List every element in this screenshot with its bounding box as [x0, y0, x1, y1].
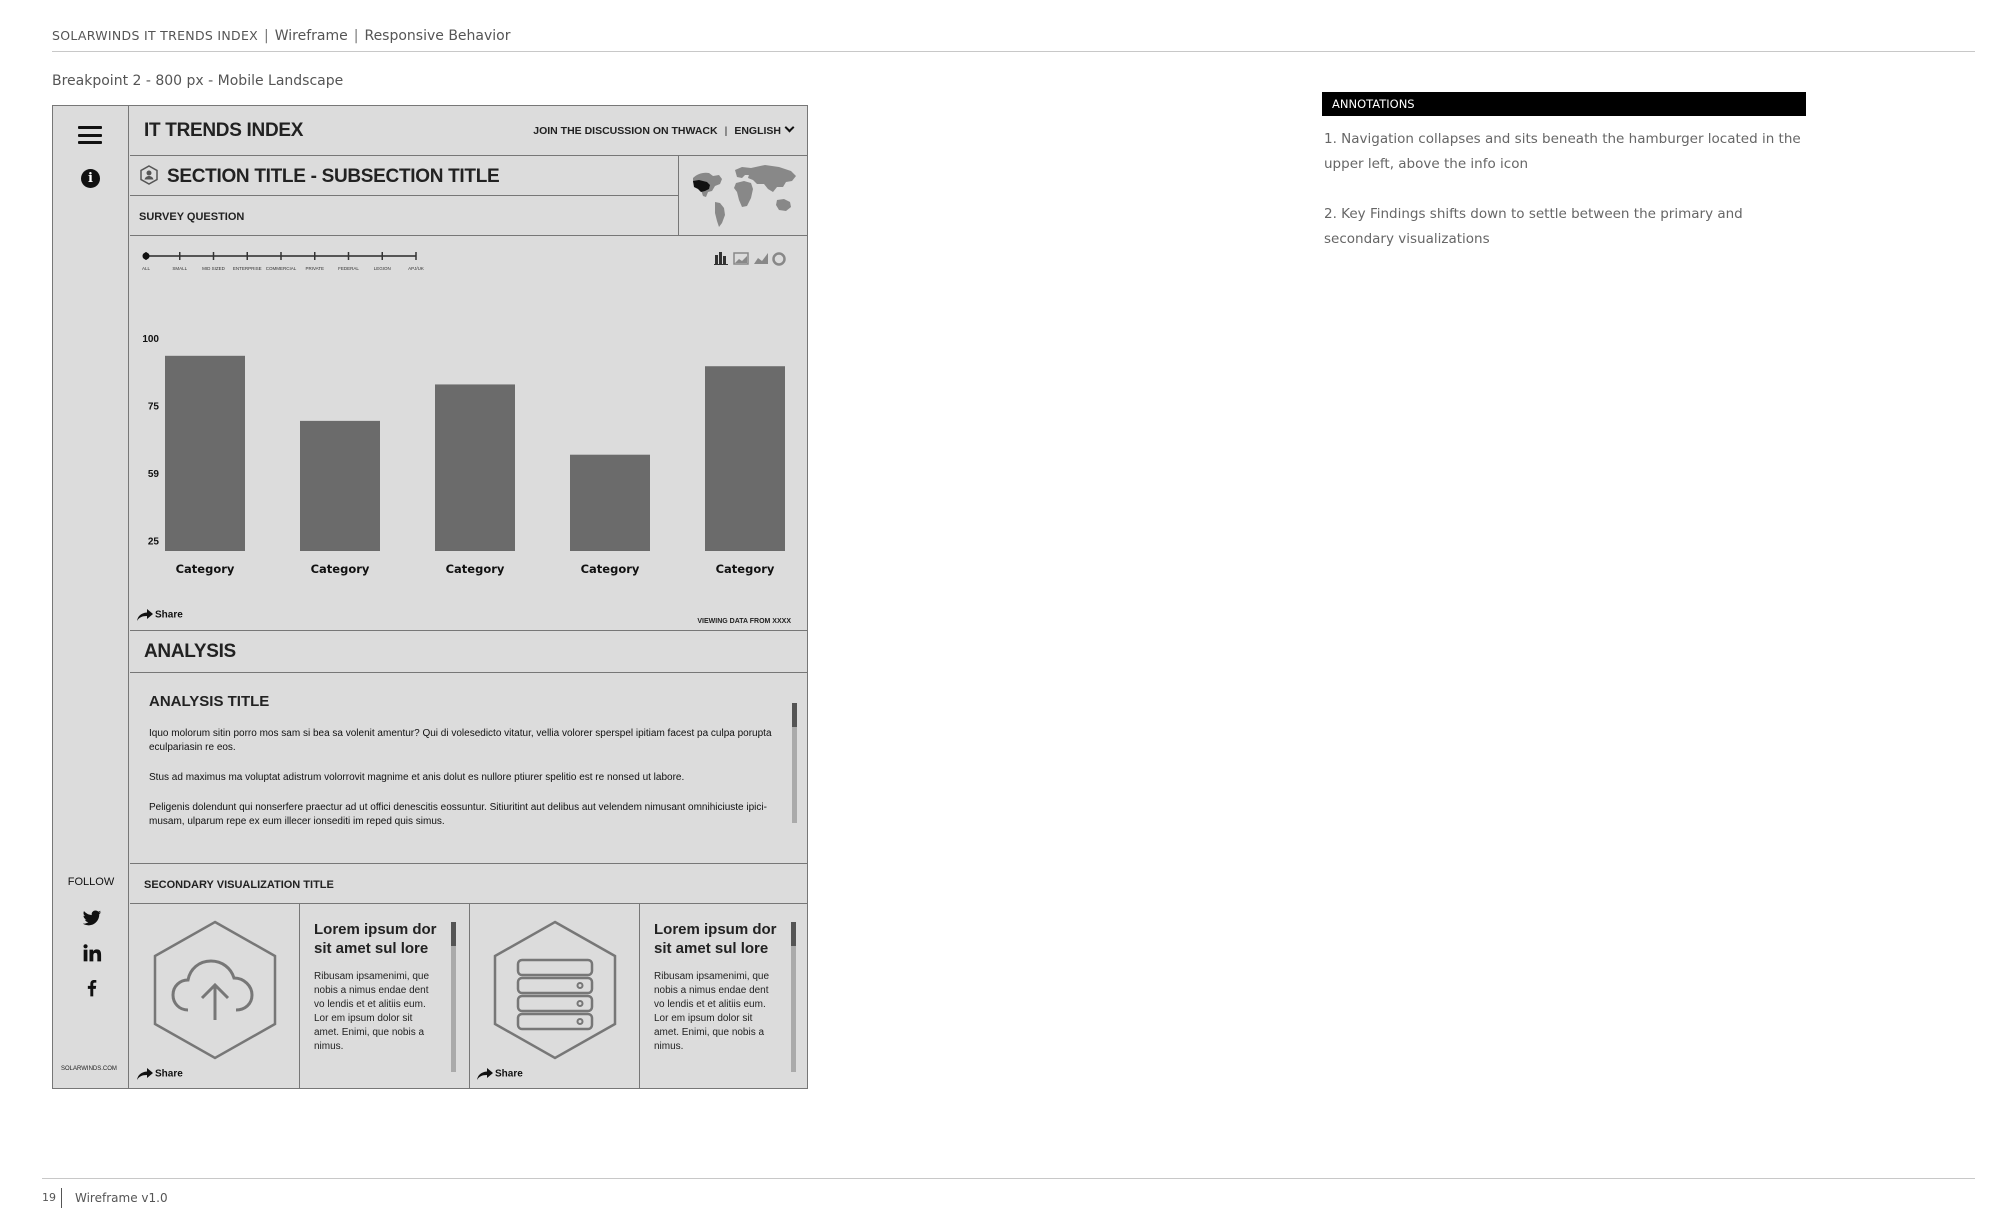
facebook-icon[interactable] [82, 978, 102, 998]
survey-question: SURVEY QUESTION [139, 211, 245, 223]
footer-divider [42, 1178, 1975, 1179]
analysis-header [130, 631, 807, 673]
wireframe-frame [52, 105, 808, 1089]
bar-chart-icon[interactable] [714, 252, 728, 265]
secondary-title: SECONDARY VISUALIZATION TITLE [144, 879, 334, 891]
language-selector[interactable] [734, 125, 793, 137]
chart-type-switcher [714, 252, 785, 265]
cloud-upload-icon [130, 912, 300, 1062]
bar[interactable] [570, 455, 650, 551]
annotation-item: 2. Key Findings shifts down to settle between the primary and secondary visualizations [1324, 206, 1743, 247]
join-discussion-link[interactable]: JOIN THE DISCUSSION ON THWACK [533, 125, 718, 137]
x-tick-label: Category [580, 562, 640, 576]
analysis-scroll-thumb[interactable] [792, 703, 797, 727]
filter-option[interactable]: ALL [141, 266, 151, 271]
card-body: Ribusam ipsamenimi, que nobis a nimus endae dent vo lendis et et alitiis eum. Lor em ipsum dolor sit amet. Enimi, que nobis a nimus. [654, 971, 770, 1052]
icon-bar [723, 256, 726, 264]
x-tick-label: Category [715, 562, 775, 576]
bar[interactable] [705, 366, 785, 551]
world-map-thumbnail[interactable] [679, 156, 807, 236]
app-title[interactable]: IT TRENDS INDEX [144, 120, 304, 141]
analysis-title: ANALYSIS TITLE [149, 693, 270, 710]
share-arrow-icon [477, 1068, 493, 1080]
filter-option[interactable]: MID SIZED [202, 266, 225, 271]
y-tick-label: 100 [142, 334, 159, 345]
share-arrow-icon [137, 1068, 153, 1080]
y-tick-label: 59 [147, 469, 159, 480]
breakpoint-label: Breakpoint 2 - 800 px - Mobile Landscape [52, 73, 344, 89]
bar-chart [130, 236, 807, 631]
bar[interactable] [435, 384, 515, 551]
info-icon[interactable]: i [81, 169, 100, 188]
card-scroll-thumb[interactable] [791, 922, 796, 946]
filter-option[interactable]: FEDERAL [338, 266, 359, 271]
filter-option[interactable]: COMMERCIAL [265, 266, 297, 271]
card-image [130, 904, 300, 1088]
icon-ring [774, 254, 785, 265]
viewing-data-label: VIEWING DATA FROM XXXX [697, 618, 791, 625]
icon-mountain [735, 256, 747, 263]
secondary-header [130, 864, 807, 904]
x-tick-label: Category [445, 562, 505, 576]
x-tick-label: Category [175, 562, 235, 576]
sidebar [53, 106, 129, 1088]
share-label: Share [155, 609, 183, 621]
document-header: SOLARWINDS IT TRENDS INDEX | Wireframe | Responsive Behavior [52, 28, 511, 44]
card-text [300, 904, 470, 1088]
share-button[interactable] [477, 1068, 523, 1080]
share-arrow-icon [137, 609, 153, 621]
share-button[interactable] [137, 609, 183, 621]
server-stack-icon [470, 912, 640, 1062]
document-version: Wireframe v1.0 [75, 1191, 168, 1205]
filter-option[interactable]: SMALL [172, 266, 188, 271]
y-tick-label: 75 [147, 401, 159, 413]
analysis-paragraph: Peligenis dolendunt qui nonserfere praectur ad ut offici denescitis eossuntur. Sitiuritint aut delibus aut velendem nimusant omnihiciuste ipici-musam, ulparum repe ex eum illecer ionsediti im reped quis simus. [149, 802, 767, 827]
filter-option[interactable]: PRIVATE [305, 266, 325, 271]
analysis-paragraph: Iquo molorum sitin porro mos sam si bea sa volenit amentur? Qui di volesedicto vitatur, vellia volorer sperspel ipitiam facest pa culpa porupta eculpariasin re eos. [149, 728, 772, 753]
top-links: JOIN THE DISCUSSION ON THWACK | ENGLISH [533, 125, 793, 137]
analysis-paragraph: Stus ad maximus ma voluptat adistrum volorrovit magnime et anis dolut es nullore ptiurer spelitio est re nonsed ut labore. [149, 772, 685, 783]
doc-brand: SOLARWINDS IT TRENDS INDEX [52, 28, 259, 43]
filter-option[interactable]: ENTERPRISE [232, 266, 262, 271]
main-content [130, 106, 807, 1088]
card-title: Lorem ipsum dor sit amet sul lore [654, 921, 777, 957]
section-hexagon-icon [139, 165, 159, 185]
annotations-header: ANNOTATIONS [1322, 92, 1806, 116]
share-button[interactable] [137, 1068, 183, 1080]
twitter-icon[interactable] [82, 908, 102, 928]
section-title: SECTION TITLE - SUBSECTION TITLE [167, 166, 500, 187]
page-number: 19 [42, 1191, 56, 1204]
analysis-label: ANALYSIS [144, 641, 236, 662]
y-axis [142, 334, 159, 548]
card-image [470, 904, 640, 1088]
header-divider [52, 51, 1975, 52]
section-header [130, 156, 679, 196]
icon-bar [719, 252, 722, 264]
filter-handle[interactable] [143, 253, 150, 260]
doc-subsection: Responsive Behavior [364, 28, 511, 44]
survey-question-row [130, 196, 679, 236]
card-scroll-thumb[interactable] [451, 922, 456, 946]
hamburger-menu-icon[interactable] [78, 126, 102, 144]
language-label: ENGLISH [734, 125, 781, 137]
x-axis [176, 562, 775, 576]
card-body: Ribusam ipsamenimi, que nobis a nimus endae dent vo lendis et et alitiis eum. Lor em ipsum dolor sit amet. Enimi, que nobis a nimus. [314, 971, 430, 1052]
chevron-down-icon [785, 123, 795, 133]
card-title: Lorem ipsum dor sit amet sul lore [314, 921, 437, 957]
bar-series [165, 356, 785, 551]
icon-bar [715, 255, 718, 264]
follow-label: FOLLOW [67, 876, 115, 888]
area-chart-icon[interactable] [754, 253, 768, 264]
footer-separator [61, 1188, 62, 1208]
world-map-icon [679, 156, 807, 236]
annotation-item: 1. Navigation collapses and sits beneath the hamburger located in the upper left, above the info icon [1324, 131, 1801, 172]
card-text [640, 904, 807, 1088]
bar[interactable] [165, 356, 245, 551]
bar[interactable] [300, 421, 380, 551]
x-tick-label: Category [310, 562, 370, 576]
image-chart-icon[interactable] [734, 253, 748, 264]
filter-option[interactable]: LEGION [373, 266, 391, 271]
sidebar-footer-url[interactable]: SOLARWINDS.COM [61, 1066, 117, 1072]
top-bar [130, 106, 807, 156]
icon-area [754, 253, 768, 264]
filter-slider[interactable] [142, 252, 424, 271]
share-label: Share [495, 1068, 523, 1080]
filter-option[interactable]: APJ/UK [408, 266, 424, 271]
doc-section: Wireframe [274, 28, 348, 44]
primary-visualization [130, 236, 807, 631]
donut-chart-icon[interactable] [774, 254, 785, 265]
linkedin-icon[interactable] [82, 943, 102, 963]
analysis-panel [130, 673, 807, 864]
y-tick-label: 25 [147, 536, 159, 548]
share-label: Share [155, 1068, 183, 1080]
